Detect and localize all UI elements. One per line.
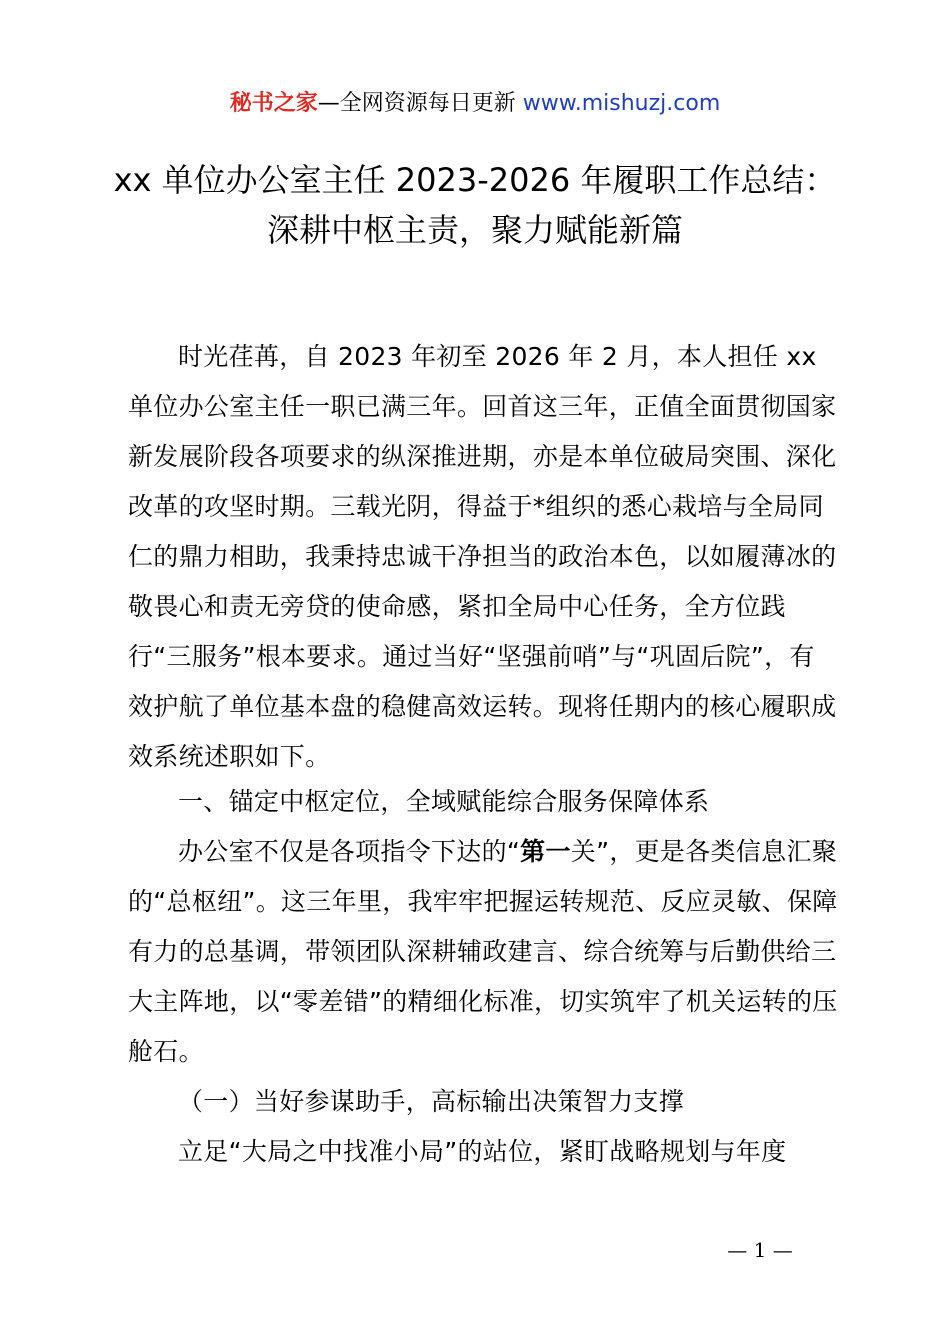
title-line-1: xx 单位办公室主任 2023-2026 年履职工作总结： xyxy=(113,161,837,199)
page-number: — 1 — xyxy=(727,1238,793,1262)
para2-text-before: 办公室不仅是各项指令下达的“ xyxy=(178,837,521,866)
site-url-link[interactable]: www.mishuzj.com xyxy=(522,91,721,116)
subsection-heading-1: （一）当好参谋助手，高标输出决策智力支撑 xyxy=(178,1087,685,1116)
intro-paragraph: 时光荏苒，自 2023 年初至 2026 年 2 月，本人担任 xx 单位办公室主任一职已满三年。回首这三年，正值全面贯彻国家新发展阶段各项要求的纵深推进期，亦是本单位破局突围、深化改革的攻坚时期。三载光阴，得益于*组织的悉心栽培与全局同仁的鼎力相助，我秉持忠诚干净担当的政治本色，以如履薄冰的敬畏心和责无旁贷的使命感，紧扣全局中心任务，全方位践行“三服务”根本要求。通过当好“坚强前哨”与“巩固后院”，有效护航了单位基本盘的稳健高效运转。现将任期内的核心履职成效系统述职如下。 xyxy=(128,342,837,771)
section-1-paragraph xyxy=(128,827,838,1077)
document-title xyxy=(0,155,950,255)
site-header xyxy=(0,88,950,120)
para2-bold-text: 第一 xyxy=(520,837,571,866)
subsection-1-paragraph: 立足“大局之中找准小局”的站位，紧盯战略规划与年度 xyxy=(178,1137,787,1166)
section-heading-1: 一、锚定中枢定位，全域赋能综合服务保障体系 xyxy=(178,787,710,816)
header-tagline: —全网资源每日更新 xyxy=(317,91,516,116)
title-line-2: 深耕中枢主责，聚力赋能新篇 xyxy=(266,211,683,249)
para2-text-after: 关”，更是各类信息汇聚的“总枢纽”。这三年里，我牢牢把握运转规范、反应灵敏、保障有力的总基调，带领团队深耕辅政建言、综合统筹与后勤供给三大主阵地，以“零差错”的精细化标准，切实筑牢了机关运转的压舱石。 xyxy=(128,837,838,1066)
brand-name: 秘书之家 xyxy=(229,91,318,116)
